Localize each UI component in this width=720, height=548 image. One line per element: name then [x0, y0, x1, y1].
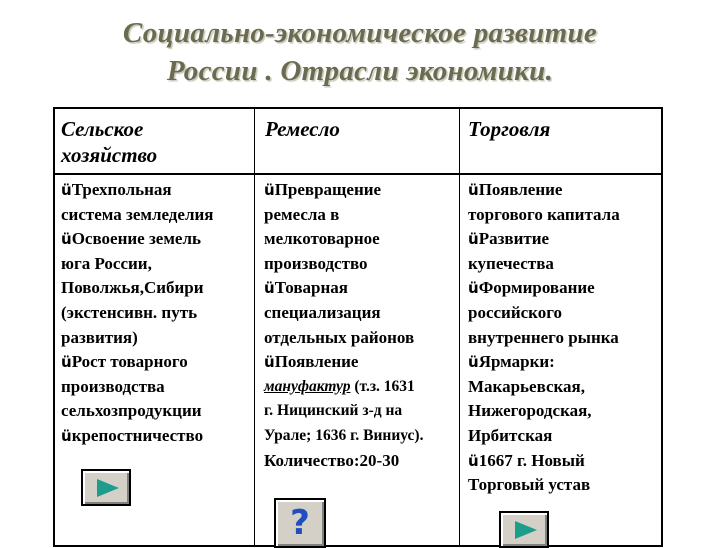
list-item: üРост товарного — [61, 352, 188, 372]
list-item-cont: купечества — [468, 253, 554, 273]
check-icon: ü — [61, 181, 72, 199]
play-icon — [515, 521, 537, 539]
list-item: üПоявление — [264, 352, 359, 372]
list-item-cont: ремесла в — [264, 204, 340, 224]
header-craft: Ремесло — [265, 117, 340, 141]
header-trade: Торговля — [468, 117, 551, 141]
list-item-cont: Поволжья,Сибири — [61, 278, 204, 298]
list-item: üПоявление — [468, 180, 563, 199]
header-divider — [53, 173, 663, 175]
list-item-cont: сельхозпродукции — [61, 401, 202, 421]
header-agriculture-line-1: Сельское — [61, 117, 144, 141]
list-item: üОсвоение земель — [61, 229, 201, 249]
check-icon: ü — [468, 279, 479, 298]
list-item-cont: внутреннего рынка — [468, 327, 619, 347]
list-item-cont: Количество:20-30 — [264, 450, 400, 470]
play-icon — [97, 479, 119, 497]
list-item: üРазвитие — [468, 229, 550, 249]
help-button[interactable] — [274, 498, 326, 548]
list-item-cont: Урале; 1636 г. Виниус). — [264, 426, 424, 444]
play-button-agriculture[interactable] — [81, 469, 131, 506]
list-item-cont: отдельных районов — [264, 327, 415, 347]
list-item-cont: российского — [468, 302, 563, 322]
list-item-cont: специализация — [264, 302, 381, 322]
check-icon: ü — [468, 451, 479, 470]
list-item: üПревращение — [264, 180, 382, 199]
list-item-cont: (экстенсивн. путь — [61, 302, 198, 322]
list-item: üкрепостничество — [61, 425, 204, 445]
list-item: ü1667 г. Новый — [468, 450, 585, 470]
slide-title-line-1: Социально-экономическое развитие — [122, 17, 598, 49]
question-icon: ? — [290, 503, 310, 543]
column-divider-2 — [459, 107, 460, 547]
trade-column — [468, 178, 620, 498]
list-item-cont: торгового капитала — [468, 204, 620, 224]
list-item-cont: Макарьевская, — [468, 376, 585, 396]
list-item-cont: производство — [264, 253, 368, 273]
check-icon: ü — [61, 230, 72, 249]
header-agriculture — [61, 116, 157, 168]
list-item-cont: Нижегородская, — [468, 401, 592, 421]
list-item-cont: мелкотоварное — [264, 229, 380, 249]
check-icon: ü — [468, 181, 479, 199]
column-divider-1 — [254, 107, 255, 547]
check-icon: ü — [61, 353, 72, 372]
list-item-cont: Ирбитская — [468, 425, 553, 445]
list-item: üЯрмарки: — [468, 352, 555, 372]
check-icon: ü — [468, 353, 479, 372]
list-item-cont: производства — [61, 376, 165, 396]
check-icon: ü — [264, 181, 275, 199]
check-icon: ü — [61, 426, 72, 445]
check-icon: ü — [264, 353, 275, 372]
list-item-cont: Торговый устав — [468, 475, 591, 495]
list-item-cont: юга России, — [61, 253, 152, 273]
slide-title-line-2: России . Отрасли экономики. — [166, 55, 554, 87]
header-agriculture-line-2: хозяйство — [61, 143, 158, 167]
list-item-cont: мануфактур (т.з. 1631 — [264, 377, 415, 395]
check-icon: ü — [468, 230, 479, 249]
play-button-trade[interactable] — [499, 511, 549, 548]
manufactory-term: мануфактур — [264, 377, 351, 395]
slide-title — [0, 14, 720, 90]
list-item: üТоварная — [264, 278, 348, 298]
list-item: üФормирование — [468, 278, 595, 298]
list-item: üТрехпольная — [61, 180, 172, 199]
agriculture-column — [61, 178, 214, 449]
check-icon: ü — [264, 279, 275, 298]
list-item-cont: развития) — [61, 327, 138, 347]
list-item-cont: система земледелия — [61, 204, 214, 224]
craft-column — [264, 178, 423, 473]
list-item-cont: г. Ницинский з-д на — [264, 402, 403, 420]
